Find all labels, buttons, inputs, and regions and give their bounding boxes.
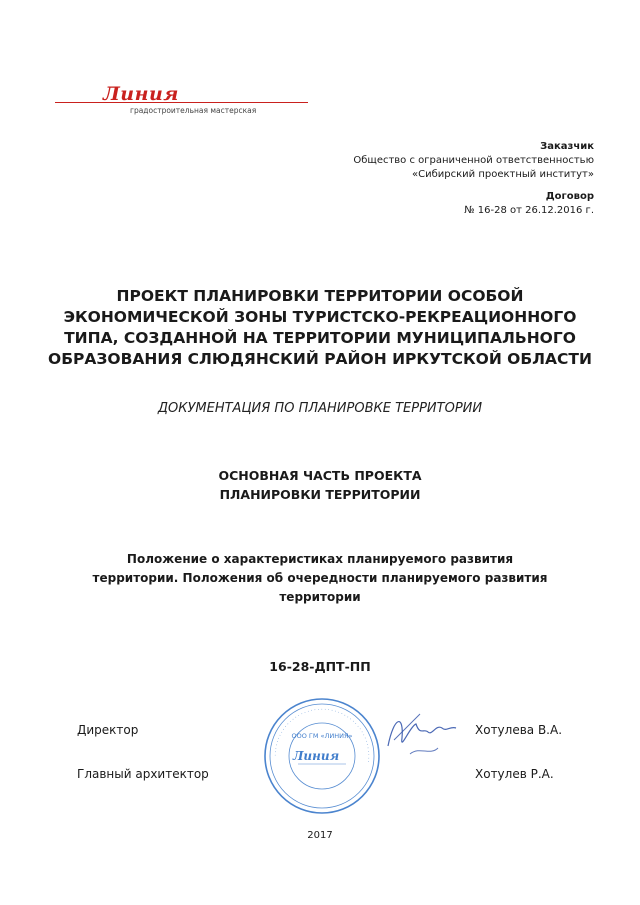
contract-value: № 16-28 от 26.12.2016 г. [464, 205, 594, 216]
client-name-line1: Общество с ограниченной ответственностью [353, 155, 594, 166]
project-title-line: ЭКОНОМИЧЕСКОЙ ЗОНЫ ТУРИСТСКО-РЕКРЕАЦИОННОГО [63, 308, 577, 326]
client-name-line2: «Сибирский проектный институт» [411, 169, 594, 180]
contract-label: Договор [545, 191, 594, 202]
svg-text:· · · · · · · · · · · · · · ·: · · · · · · · · · · · · · · · · · · · · · · · · · · · · · · · · · · · · · · · · · · · · · [272, 706, 372, 763]
contract-block [464, 190, 594, 218]
project-title-line: ОБРАЗОВАНИЯ СЛЮДЯНСКИЙ РАЙОН ИРКУТСКОЙ ОБЛАСТИ [48, 350, 592, 368]
part-title-line: ОСНОВНАЯ ЧАСТЬ ПРОЕКТА [218, 468, 422, 483]
part-title [0, 466, 640, 504]
document-code: 16-28-ДПТ-ПП [269, 659, 371, 674]
section-title-line: территории. Положения об очередности планируемого развития [92, 571, 548, 585]
logo-wordmark: Линия [103, 83, 179, 105]
company-stamp [262, 696, 382, 816]
section-title-line: территории [279, 590, 361, 604]
section-title-line: Положение о характеристиках планируемого развития [126, 552, 514, 566]
project-title [0, 286, 640, 370]
client-label: Заказчик [540, 141, 594, 152]
architect-name: Хотулев Р.А. [475, 767, 554, 781]
document-type: ДОКУМЕНТАЦИЯ ПО ПЛАНИРОВКЕ ТЕРРИТОРИИ [157, 401, 483, 416]
director-signature [380, 706, 460, 766]
part-title-line: ПЛАНИРОВКИ ТЕРРИТОРИИ [219, 487, 421, 502]
client-block [353, 140, 594, 182]
document-year: 2017 [307, 830, 333, 841]
logo-underline [55, 102, 308, 103]
stamp-wordmark: Линия [292, 749, 340, 763]
architect-role: Главный архитектор [77, 767, 209, 781]
logo-subtitle: градостроительная мастерская [130, 106, 257, 115]
director-name: Хотулева В.А. [475, 723, 563, 737]
project-title-line: ТИПА, СОЗДАННОЙ НА ТЕРРИТОРИИ МУНИЦИПАЛЬНОГО [64, 329, 576, 347]
stamp-org: ООО ГМ «ЛИНИЯ» [291, 732, 353, 740]
section-title [0, 550, 640, 607]
project-title-line: ПРОЕКТ ПЛАНИРОВКИ ТЕРРИТОРИИ ОСОБОЙ [116, 287, 524, 305]
director-role: Директор [77, 723, 139, 737]
